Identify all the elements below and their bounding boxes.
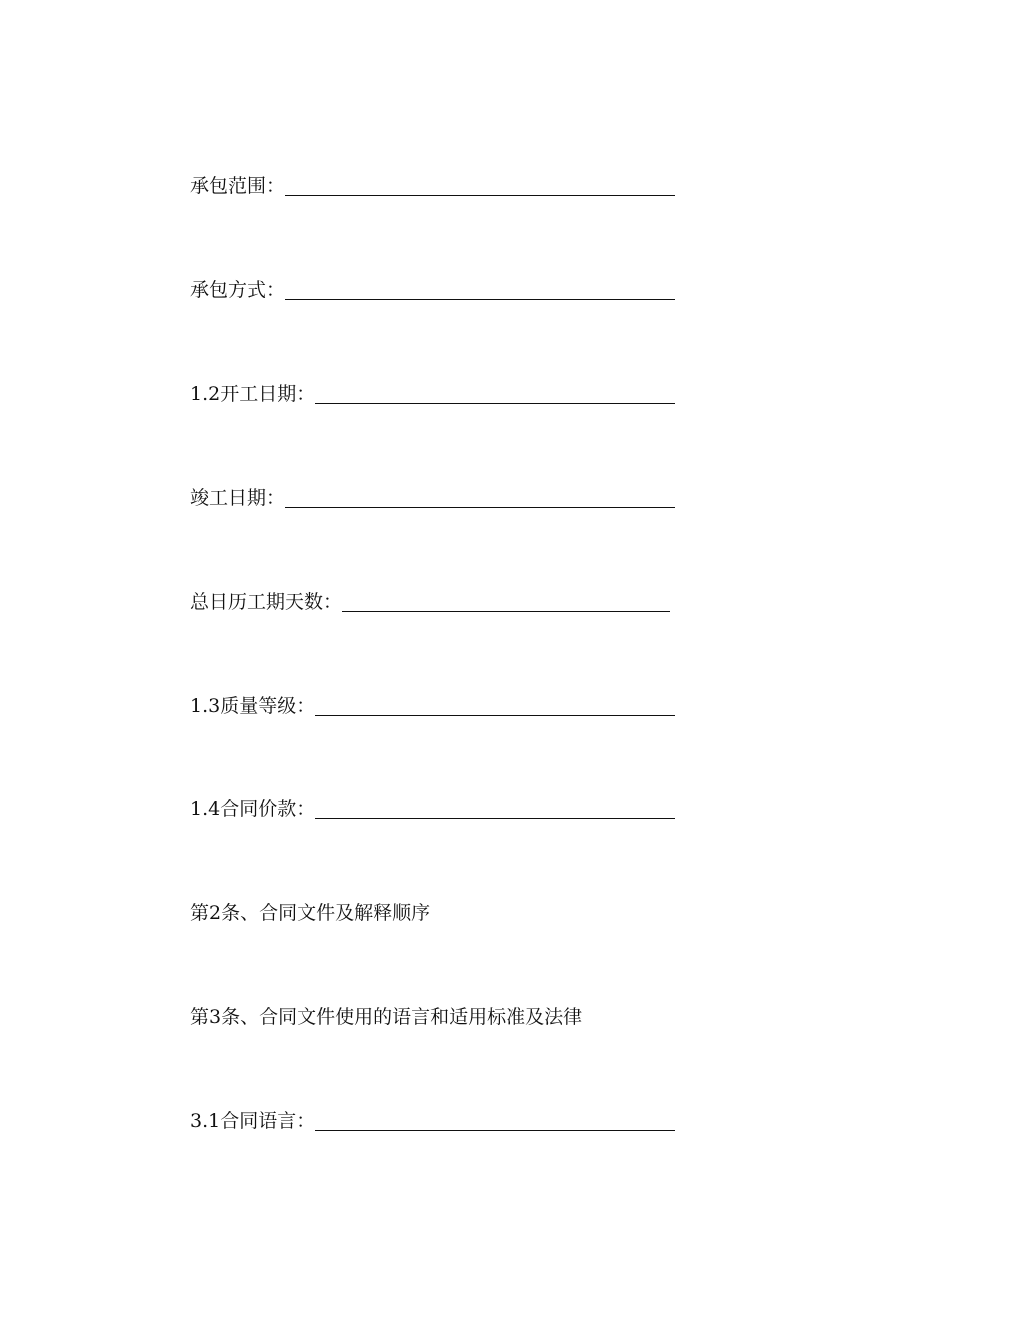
field-contract-price [190,797,675,821]
field-quality-grade-label: 1.3质量等级： [190,695,316,717]
field-method-blank [285,279,675,300]
field-completion-date-label: 竣工日期： [190,487,286,509]
field-method [190,278,675,302]
field-total-days [190,590,670,614]
field-contract-language [190,1109,675,1133]
article-3-heading: 第3条、合同文件使用的语言和适用标准及法律 [190,1006,583,1028]
field-scope [190,174,675,198]
field-total-days-label: 总日历工期天数： [190,591,343,613]
field-scope-label: 承包范围： [190,175,286,197]
field-start-date-label: 1.2开工日期： [190,383,316,405]
field-start-date [190,382,675,406]
field-quality-grade [190,694,675,718]
field-method-label: 承包方式： [190,279,286,301]
field-completion-date [190,486,675,510]
field-scope-blank [285,175,675,196]
article-2-heading: 第2条、合同文件及解释顺序 [190,902,431,924]
field-start-date-blank [315,383,675,404]
field-completion-date-blank [285,487,675,508]
field-contract-price-blank [315,798,675,819]
field-contract-price-label: 1.4合同价款： [190,798,316,820]
field-quality-grade-blank [315,695,675,716]
field-contract-language-label: 3.1合同语言： [190,1110,316,1132]
field-total-days-blank [342,591,670,612]
field-contract-language-blank [315,1110,675,1131]
